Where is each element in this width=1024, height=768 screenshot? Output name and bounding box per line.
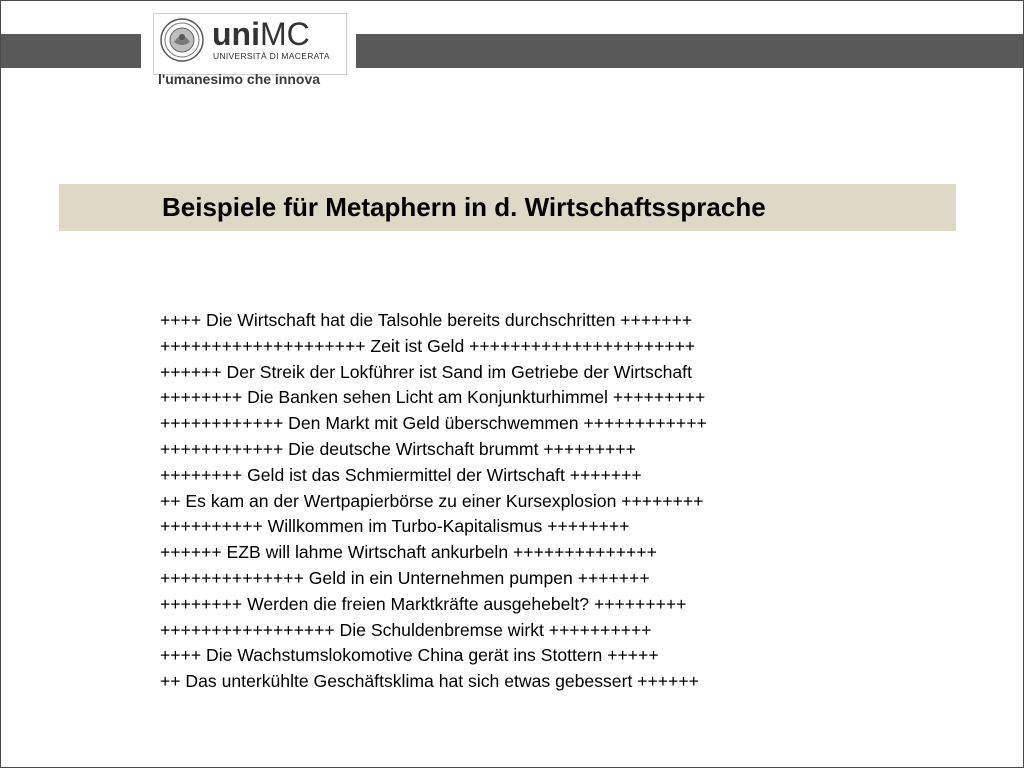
header-band-right: [356, 34, 1023, 68]
metaphor-line: ++++++++ Geld ist das Schmiermittel der Wirtschaft +++++++: [160, 464, 642, 485]
metaphor-line: ++++ Die Wachstumslokomotive China gerät ins Stottern +++++: [160, 645, 659, 666]
metaphor-line: ++++ Die Wirtschaft hat die Talsohle bereits durchschritten +++++++: [160, 310, 693, 330]
logo-suffix: MC: [259, 16, 310, 52]
metaphor-line: ++++++++ Werden die freien Marktkräfte ausgehebelt? +++++++++: [160, 593, 687, 614]
metaphor-line: ++++++++++++ Den Markt mit Geld überschwemmen ++++++++++++: [160, 413, 707, 434]
metaphor-line: ++++++ EZB will lahme Wirtschaft ankurbeln ++++++++++++++: [160, 542, 657, 563]
logo-word: uni: [212, 16, 260, 52]
metaphor-line: +++++++++++++++++ Die Schuldenbremse wirkt ++++++++++: [160, 619, 652, 640]
university-name: UNIVERSITÀ DI MACERATA: [213, 51, 330, 61]
metaphor-line: ++ Das unterkühlte Geschäftsklima hat sich etwas gebessert ++++++: [160, 671, 699, 692]
title-bar: [59, 184, 956, 231]
university-tagline: l'umanesimo che innova: [158, 71, 321, 87]
metaphor-line: ++++++++++++++ Geld in ein Unternehmen pumpen +++++++: [160, 567, 650, 588]
slide-title: Beispiele für Metaphern in d. Wirtschaftssprache: [162, 192, 766, 222]
header-band-left: [1, 34, 141, 68]
metaphor-line: ++++++++++ Willkommen im Turbo-Kapitalismus ++++++++: [160, 516, 630, 537]
university-logo: [153, 13, 347, 75]
metaphor-line: ++++++++ Die Banken sehen Licht am Konjunkturhimmel +++++++++: [160, 387, 706, 408]
metaphor-line: ++++++ Der Streik der Lokführer ist Sand im Getriebe der Wirtschaft: [160, 361, 692, 382]
metaphor-line: ++++++++++++ Die deutsche Wirtschaft brummt +++++++++: [160, 438, 636, 459]
metaphor-list: [160, 308, 707, 695]
university-seal-icon: [160, 18, 204, 62]
metaphor-line: ++ Es kam an der Wertpapierbörse zu einer Kursexplosion ++++++++: [160, 490, 704, 511]
metaphor-line: ++++++++++++++++++++ Zeit ist Geld ++++++++++++++++++++++: [160, 335, 696, 356]
logo-wordmark: [212, 16, 310, 52]
